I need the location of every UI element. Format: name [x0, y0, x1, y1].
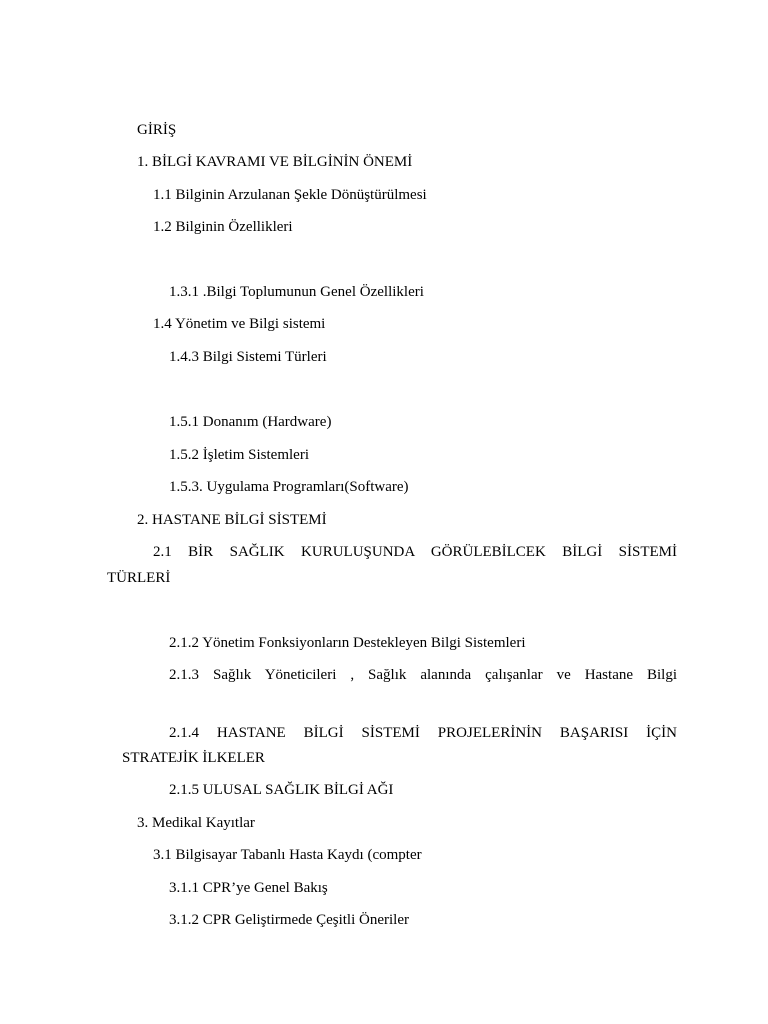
toc-entry-3-1-2: 3.1.2 CPR Geliştirmede Çeşitli Öneriler	[169, 912, 409, 928]
toc-entry-1-2: 1.2 Bilginin Özellikleri	[153, 219, 293, 235]
toc-entry-2-1-2: 2.1.2 Yönetim Fonksiyonların Destekleyen Bilgi Sistemleri	[169, 635, 526, 651]
toc-entry-1-4: 1.4 Yönetim ve Bilgi sistemi	[153, 316, 326, 332]
toc-entry-3-1-1: 3.1.1 CPR’ye Genel Bakış	[169, 880, 328, 896]
toc-entry-1-4-3: 1.4.3 Bilgi Sistemi Türleri	[169, 349, 327, 365]
toc-entry-giris: GİRİŞ	[137, 122, 177, 138]
toc-entry-3-1: 3.1 Bilgisayar Tabanlı Hasta Kaydı (compter	[153, 847, 422, 863]
toc-entry-2: 2. HASTANE BİLGİ SİSTEMİ	[137, 512, 327, 528]
toc-entry-2-1-4-line2: STRATEJİK İLKELER	[122, 750, 265, 766]
toc-entry-2-1-line2: TÜRLERİ	[107, 570, 171, 586]
toc-entry-1-5-2: 1.5.2 İşletim Sistemleri	[169, 447, 309, 463]
toc-entry-1-5-3: 1.5.3. Uygulama Programları(Software)	[169, 479, 409, 495]
toc-entry-2-1-line1: 2.1 BİR SAĞLIK KURULUŞUNDA GÖRÜLEBİLCEK BİLGİ SİSTEMİ	[153, 544, 677, 560]
toc-entry-2-1-5: 2.1.5 ULUSAL SAĞLIK BİLGİ AĞI	[169, 782, 394, 798]
toc-entry-1: 1. BİLGİ KAVRAMI VE BİLGİNİN ÖNEMİ	[137, 154, 413, 170]
toc-entry-2-1-4-line1: 2.1.4 HASTANE BİLGİ SİSTEMİ PROJELERİNİN BAŞARISI İÇİN	[169, 725, 677, 741]
toc-entry-3: 3. Medikal Kayıtlar	[137, 815, 255, 831]
toc-entry-2-1-3: 2.1.3 Sağlık Yöneticileri , Sağlık alanında çalışanlar ve Hastane Bilgi	[169, 667, 677, 683]
toc-entry-1-5-1: 1.5.1 Donanım (Hardware)	[169, 414, 332, 430]
toc-entry-1-1: 1.1 Bilginin Arzulanan Şekle Dönüştürülmesi	[153, 187, 427, 203]
toc-entry-1-3-1: 1.3.1 .Bilgi Toplumunun Genel Özellikleri	[169, 284, 424, 300]
